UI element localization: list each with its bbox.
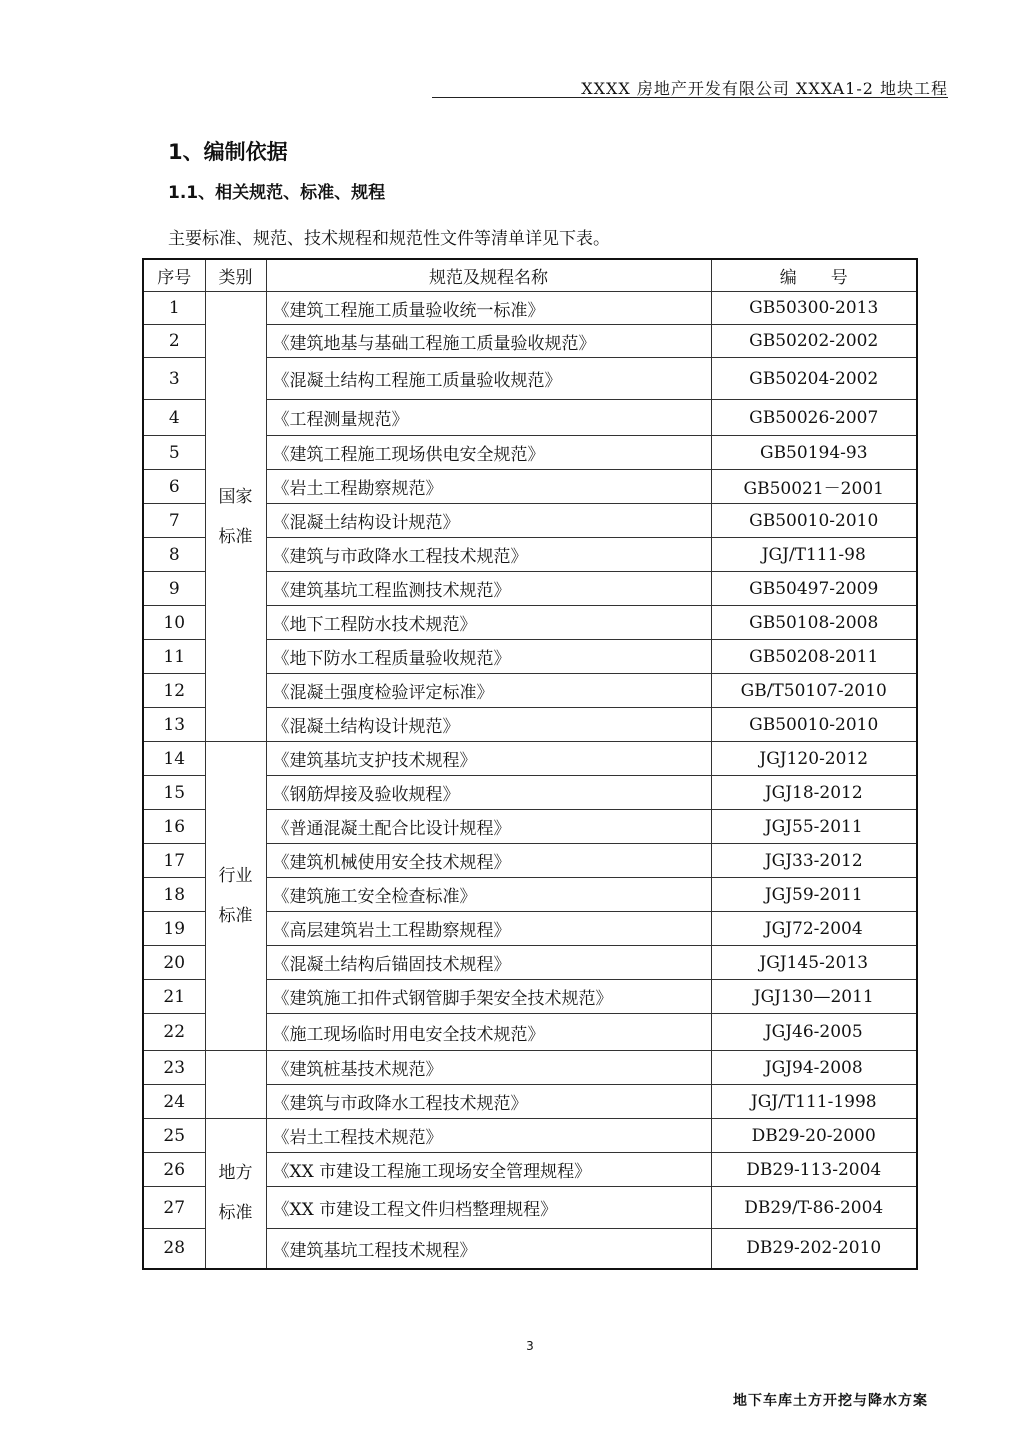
row-name: 《XX 市建设工程施工现场安全管理规程》 bbox=[266, 1153, 711, 1187]
row-code: GB50010-2010 bbox=[711, 708, 917, 742]
row-code: GB50010-2010 bbox=[711, 504, 917, 538]
header-seq: 序号 bbox=[143, 259, 205, 292]
table-row bbox=[143, 292, 917, 325]
row-name: 《地下工程防水技术规范》 bbox=[266, 606, 711, 640]
row-seq: 3 bbox=[143, 358, 205, 400]
row-seq: 17 bbox=[143, 844, 205, 878]
table-row bbox=[143, 1119, 917, 1153]
category-label: 国家 bbox=[218, 486, 253, 507]
row-seq: 23 bbox=[143, 1051, 205, 1085]
row-code: JGJ145-2013 bbox=[711, 946, 917, 980]
row-code: DB29-113-2004 bbox=[711, 1153, 917, 1187]
header-name: 规范及规程名称 bbox=[266, 259, 711, 292]
row-code: GB/T50107-2010 bbox=[711, 674, 917, 708]
row-code: JGJ59-2011 bbox=[711, 878, 917, 912]
row-seq: 2 bbox=[143, 325, 205, 358]
header-code: 编 号 bbox=[711, 259, 917, 292]
row-code: JGJ72-2004 bbox=[711, 912, 917, 946]
row-seq: 14 bbox=[143, 742, 205, 776]
row-seq: 26 bbox=[143, 1153, 205, 1187]
row-name: 《混凝土结构工程施工质量验收规范》 bbox=[266, 358, 711, 400]
row-code: GB50497-2009 bbox=[711, 572, 917, 606]
row-code: GB50021－2001 bbox=[711, 470, 917, 504]
row-name: 《钢筋焊接及验收规程》 bbox=[266, 776, 711, 810]
row-code: JGJ33-2012 bbox=[711, 844, 917, 878]
row-name: 《建筑工程施工质量验收统一标准》 bbox=[266, 292, 711, 325]
row-seq: 8 bbox=[143, 538, 205, 572]
row-name: 《建筑与市政降水工程技术规范》 bbox=[266, 538, 711, 572]
row-seq: 19 bbox=[143, 912, 205, 946]
category-cell bbox=[205, 1051, 266, 1119]
row-code: GB50202-2002 bbox=[711, 325, 917, 358]
standards-table bbox=[142, 258, 918, 1270]
row-name: 《混凝土结构设计规范》 bbox=[266, 708, 711, 742]
row-seq: 16 bbox=[143, 810, 205, 844]
row-seq: 25 bbox=[143, 1119, 205, 1153]
row-name: 《混凝土强度检验评定标准》 bbox=[266, 674, 711, 708]
row-name: 《建筑地基与基础工程施工质量验收规范》 bbox=[266, 325, 711, 358]
row-seq: 15 bbox=[143, 776, 205, 810]
row-code: JGJ130—2011 bbox=[711, 980, 917, 1014]
category-cell bbox=[205, 742, 266, 1051]
row-name: 《地下防水工程质量验收规范》 bbox=[266, 640, 711, 674]
row-name: 《建筑施工扣件式钢管脚手架安全技术规范》 bbox=[266, 980, 711, 1014]
row-seq: 24 bbox=[143, 1085, 205, 1119]
row-name: 《建筑基坑工程监测技术规范》 bbox=[266, 572, 711, 606]
row-code: JGJ18-2012 bbox=[711, 776, 917, 810]
category-cell bbox=[205, 1119, 266, 1269]
row-seq: 12 bbox=[143, 674, 205, 708]
section-heading: 1、编制依据 bbox=[168, 140, 288, 164]
header-rule bbox=[432, 97, 948, 98]
header-category: 类别 bbox=[205, 259, 266, 292]
row-name: 《建筑基坑支护技术规程》 bbox=[266, 742, 711, 776]
row-seq: 10 bbox=[143, 606, 205, 640]
page-number: 3 bbox=[526, 1339, 534, 1353]
intro-paragraph: 主要标准、规范、技术规程和规范性文件等清单详见下表。 bbox=[168, 229, 610, 249]
row-seq: 1 bbox=[143, 292, 205, 325]
row-name: 《建筑机械使用安全技术规程》 bbox=[266, 844, 711, 878]
row-name: 《XX 市建设工程文件归档整理规程》 bbox=[266, 1187, 711, 1229]
row-seq: 20 bbox=[143, 946, 205, 980]
category-label: 标准 bbox=[218, 1203, 253, 1224]
subsection-heading: 1.1、相关规范、标准、规程 bbox=[168, 183, 386, 203]
row-code: DB29/T-86-2004 bbox=[711, 1187, 917, 1229]
row-name: 《建筑桩基技术规范》 bbox=[266, 1051, 711, 1085]
row-seq: 11 bbox=[143, 640, 205, 674]
row-name: 《岩土工程技术规范》 bbox=[266, 1119, 711, 1153]
row-code: GB50300-2013 bbox=[711, 292, 917, 325]
row-name: 《工程测量规范》 bbox=[266, 400, 711, 436]
row-seq: 21 bbox=[143, 980, 205, 1014]
category-label: 标准 bbox=[218, 526, 253, 547]
category-label: 行业 bbox=[218, 866, 253, 886]
row-name: 《普通混凝土配合比设计规程》 bbox=[266, 810, 711, 844]
row-name: 《混凝土结构后锚固技术规程》 bbox=[266, 946, 711, 980]
row-seq: 9 bbox=[143, 572, 205, 606]
running-header: XXXX 房地产开发有限公司 XXXA1-2 地块工程 bbox=[581, 79, 948, 98]
row-code: JGJ55-2011 bbox=[711, 810, 917, 844]
row-seq: 4 bbox=[143, 400, 205, 436]
row-code: DB29-20-2000 bbox=[711, 1119, 917, 1153]
row-code: GB50194-93 bbox=[711, 436, 917, 470]
row-code: GB50108-2008 bbox=[711, 606, 917, 640]
category-label: 标准 bbox=[218, 906, 253, 926]
row-code: GB50208-2011 bbox=[711, 640, 917, 674]
row-seq: 7 bbox=[143, 504, 205, 538]
running-footer: 地下车库土方开挖与降水方案 bbox=[733, 1393, 928, 1409]
row-seq: 27 bbox=[143, 1187, 205, 1229]
table-row bbox=[143, 1051, 917, 1085]
table-header-row bbox=[143, 259, 917, 292]
row-seq: 28 bbox=[143, 1229, 205, 1269]
row-code: JGJ46-2005 bbox=[711, 1014, 917, 1051]
row-name: 《岩土工程勘察规范》 bbox=[266, 470, 711, 504]
row-code: JGJ/T111-1998 bbox=[711, 1085, 917, 1119]
category-label: 地方 bbox=[218, 1163, 253, 1184]
row-name: 《建筑工程施工现场供电安全规范》 bbox=[266, 436, 711, 470]
row-name: 《建筑基坑工程技术规程》 bbox=[266, 1229, 711, 1269]
row-code: JGJ94-2008 bbox=[711, 1051, 917, 1085]
row-seq: 5 bbox=[143, 436, 205, 470]
row-name: 《高层建筑岩土工程勘察规程》 bbox=[266, 912, 711, 946]
row-name: 《建筑施工安全检查标准》 bbox=[266, 878, 711, 912]
row-code: DB29-202-2010 bbox=[711, 1229, 917, 1269]
row-code: GB50026-2007 bbox=[711, 400, 917, 436]
row-seq: 18 bbox=[143, 878, 205, 912]
row-code: JGJ120-2012 bbox=[711, 742, 917, 776]
row-name: 《混凝土结构设计规范》 bbox=[266, 504, 711, 538]
row-name: 《建筑与市政降水工程技术规范》 bbox=[266, 1085, 711, 1119]
category-cell bbox=[205, 292, 266, 742]
row-seq: 6 bbox=[143, 470, 205, 504]
row-seq: 13 bbox=[143, 708, 205, 742]
row-seq: 22 bbox=[143, 1014, 205, 1051]
row-code: JGJ/T111-98 bbox=[711, 538, 917, 572]
table-row bbox=[143, 742, 917, 776]
row-code: GB50204-2002 bbox=[711, 358, 917, 400]
table-body bbox=[143, 292, 917, 1269]
row-name: 《施工现场临时用电安全技术规范》 bbox=[266, 1014, 711, 1051]
